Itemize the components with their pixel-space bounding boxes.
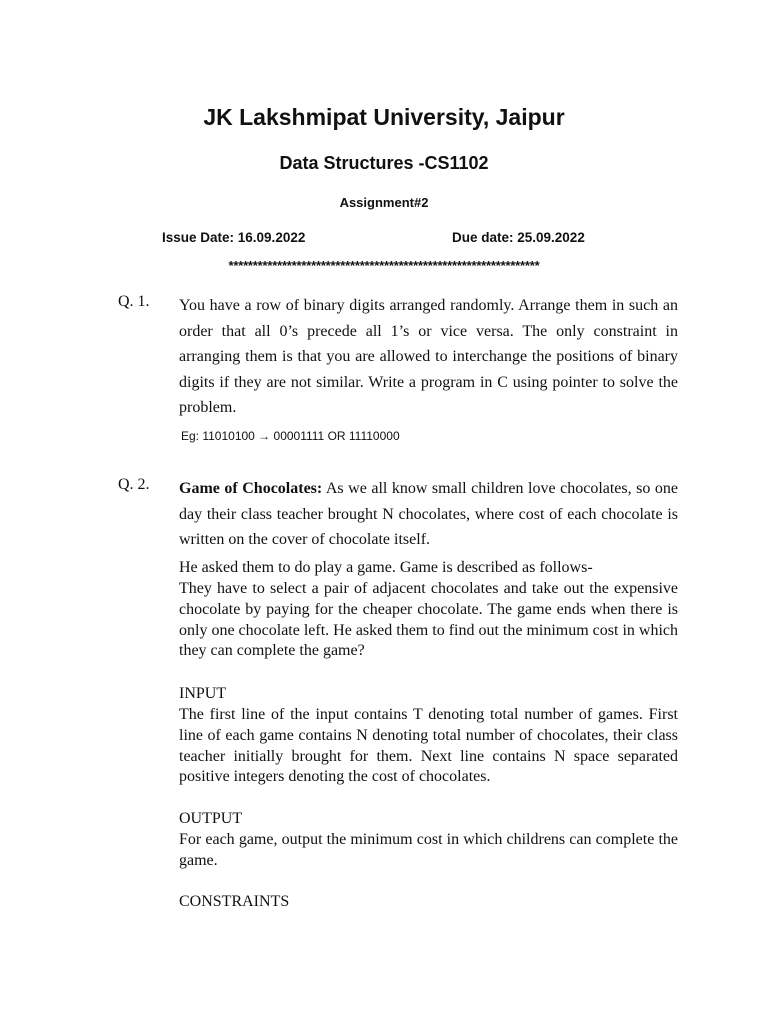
q2-game-line: He asked them to do play a game. Game is described as follows- xyxy=(179,559,593,576)
due-date: Due date: 25.09.2022 xyxy=(452,230,585,245)
q2-intro-paragraph xyxy=(179,476,678,553)
assignment-label: Assignment#2 xyxy=(339,195,429,210)
q1-number: Q. 1. xyxy=(118,293,150,310)
issue-date: Issue Date: 16.09.2022 xyxy=(162,230,306,245)
constraints-heading: CONSTRAINTS xyxy=(179,893,290,910)
q1-text: You have a row of binary digits arranged randomly. Arrange them in such an order that all 0’s precede all 1’s or vice versa. The only constraint in arranging them is that you are allowed to interchange the positions of binary digits if they are not similar. Write a program in C using pointer to solve the problem. xyxy=(179,297,678,416)
q2-number: Q. 2. xyxy=(118,476,150,493)
q1-example: Eg: 11010100 → 00001111 OR 11110000 xyxy=(181,429,400,443)
input-text: The first line of the input contains T denoting total number of games. First line of each game contains N denoting total number of chocolates, their class teacher initially brought for them. Next line contains N space separated positive integers denoting the cost of chocolates. xyxy=(179,706,678,786)
university-title: JK Lakshmipat University, Jaipur xyxy=(203,104,565,130)
q2-title: Game of Chocolates: xyxy=(179,480,323,497)
q2-game-description: They have to select a pair of adjacent chocolates and take out the expensive chocolate by paying for the cheaper chocolate. The game ends when there is only one chocolate left. He asked them to find out the minimum cost in which they can complete the game? xyxy=(179,580,678,660)
course-title: Data Structures -CS1102 xyxy=(279,153,489,173)
input-heading: INPUT xyxy=(179,685,227,702)
output-text: For each game, output the minimum cost in which childrens can complete the game. xyxy=(179,831,678,869)
output-heading: OUTPUT xyxy=(179,810,243,827)
separator-line: **************************************************************** xyxy=(228,258,540,273)
q2-intro: As we all know small children love chocolates, so one day their class teacher brought N chocolates, where cost of each chocolate is written on the cover of chocolate itself. xyxy=(179,480,679,548)
